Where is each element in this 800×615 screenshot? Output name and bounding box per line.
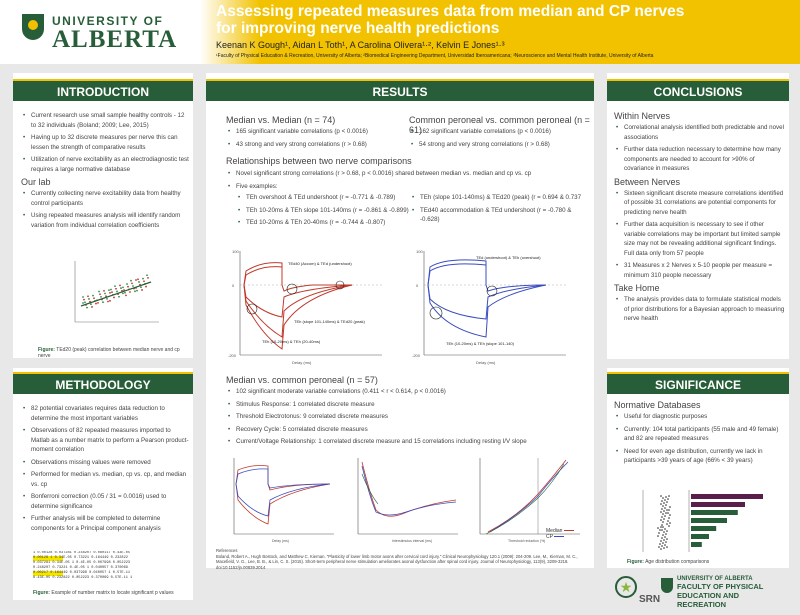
- scatter-point: [118, 296, 120, 298]
- figure-caption: Example of number matrix to locate significant p values: [51, 590, 174, 596]
- between-nerves-title: Between Nerves: [614, 176, 681, 187]
- authors: Keenan K Gough¹, Aidan L Toth¹, A Carolina Olivera¹·², Kelvin E Jones¹·³: [216, 40, 505, 50]
- scatter-point: [134, 290, 136, 292]
- list-item: • Currently collecting nerve excitability data from healthy control participants: [21, 189, 189, 208]
- scatter-point: [129, 291, 131, 293]
- scatter-point: [109, 292, 111, 294]
- age-dot: [669, 506, 671, 508]
- scatter-point: [87, 295, 89, 297]
- age-dot: [660, 511, 662, 513]
- faculty-crest-icon: [661, 578, 673, 593]
- age-dot: [659, 543, 661, 545]
- age-dot: [664, 536, 666, 538]
- scatter-point: [141, 289, 143, 291]
- age-dot: [661, 545, 663, 547]
- age-dot: [666, 523, 668, 525]
- age-dot: [661, 508, 663, 510]
- scatter-point: [98, 291, 100, 293]
- svg-text:100: 100: [232, 249, 239, 254]
- scatter-point: [131, 282, 133, 284]
- age-dot: [668, 525, 670, 527]
- scatter-point: [107, 301, 109, 303]
- svg-text:Threshold reduction (%): Threshold reduction (%): [508, 539, 546, 543]
- age-dot: [667, 512, 669, 514]
- median-te-chart: [222, 245, 400, 367]
- scatter-point: [83, 299, 85, 301]
- scatter-point: [122, 287, 124, 289]
- age-dot: [661, 524, 663, 526]
- svg-text:Interstimulus interval (ms): Interstimulus interval (ms): [392, 539, 433, 543]
- age-dot: [661, 529, 663, 531]
- list-item: • Correlational analysis identified both predictable and novel associations: [614, 123, 786, 142]
- scatter-point: [142, 278, 144, 280]
- scatter-point: [102, 301, 104, 303]
- lab-bullets: [21, 189, 189, 230]
- list-item: • 162 significant variable correlations (p < 0.0016): [409, 127, 594, 137]
- list-item: • Having up to 32 discrete measures per nerve this can lessen the strength of comparative results: [21, 133, 189, 152]
- list-item: • Further analysis will be completed to determine components for a Principal component analysis: [21, 514, 189, 533]
- age-dot: [666, 546, 668, 548]
- age-dot: [662, 542, 664, 544]
- take-home-title: Take Home: [614, 283, 660, 293]
- age-dot: [659, 529, 661, 531]
- scatter-point: [137, 278, 139, 280]
- scatter-point: [136, 290, 138, 292]
- scatter-point: [99, 293, 101, 295]
- age-dot: [665, 512, 667, 514]
- scatter-point: [103, 290, 105, 292]
- scatter-point: [114, 285, 116, 287]
- relationships-title: Relationships between two nerve comparisons: [226, 156, 412, 166]
- poster-title: Assessing repeated measures data from median and CP nerves for improving nerve health predictions: [216, 3, 685, 37]
- list-item: • Novel significant strong correlations (r > 0.68, p < 0.0016) shared between median vs. median and cp vs. cp: [226, 169, 586, 179]
- age-dot: [668, 517, 670, 519]
- age-bar: [691, 542, 702, 547]
- age-dot: [664, 507, 666, 509]
- list-item: • Bonferroni correction (0.05 / 31 = 0.0016) used to determine significance: [21, 492, 189, 511]
- matrix-row: 0.00217 0.164449 0.037998 0.040057 1 0.57E-11: [33, 571, 183, 576]
- list-item: • Five examples:: [226, 182, 586, 192]
- age-dot: [663, 502, 665, 504]
- scatter-point: [97, 302, 99, 304]
- age-dot: [662, 497, 664, 499]
- svg-text:0: 0: [416, 283, 419, 288]
- list-item: • TEh overshoot & TEd undershoot (r = -0.771 & -0.789): [236, 193, 414, 203]
- scatter-point: [125, 294, 127, 296]
- scatter-point: [135, 279, 137, 281]
- scatter-point: [104, 293, 106, 295]
- age-dot: [666, 538, 668, 540]
- list-item: • 43 strong and very strong correlations (r > 0.68): [226, 140, 406, 150]
- matrix-row: 0.037281 0.34E-05 1 0.4E-05 0.007998 0.052223: [33, 561, 131, 565]
- cp-bullets: [409, 127, 594, 152]
- list-item: • 102 significant moderate variable correlations (0.411 < r < 0.614, p < 0.0016): [226, 387, 586, 397]
- scatter-point: [138, 281, 140, 283]
- svg-text:-200: -200: [228, 353, 237, 358]
- scatter-point: [90, 303, 92, 305]
- within-bullets: [614, 123, 786, 174]
- scatter-point: [108, 289, 110, 291]
- university-name-line2: ALBERTA: [52, 26, 178, 53]
- age-bar: [691, 502, 745, 507]
- age-dot: [660, 495, 662, 497]
- age-dot: [658, 532, 660, 534]
- median-vs-cp-title: Median vs. common peroneal (n = 57): [226, 375, 378, 385]
- faculty-line1: UNIVERSITY OF ALBERTA: [677, 576, 753, 582]
- age-dot: [663, 539, 665, 541]
- scatter-point: [86, 307, 88, 309]
- age-dot: [664, 515, 666, 517]
- figure-caption-label: Figure:: [38, 347, 55, 353]
- list-item: • Further data acquisition is necessary to see if other variable correlations may be important but limited sample size may not be revealing additional significant findings. Full data only from 57 people: [614, 220, 786, 258]
- scatter-point: [110, 289, 112, 291]
- list-item: • Recovery Cycle: 5 correlated discrete measures: [226, 425, 586, 435]
- chart-annotation: TEh (10-20ms) & TEh (20-40ms): [262, 339, 321, 344]
- matrix-row: 1 0.00128 0.037281 0.248207 0.080117 0.43E-05: [33, 551, 131, 555]
- relationship-bullets: [226, 169, 586, 194]
- results-heading: RESULTS: [206, 79, 594, 101]
- age-dot: [664, 544, 666, 546]
- age-dot: [667, 520, 669, 522]
- footer-logos: [607, 572, 789, 610]
- age-dot: [665, 504, 667, 506]
- scatter-point: [92, 295, 94, 297]
- age-dot: [662, 513, 664, 515]
- age-bar: [691, 518, 727, 523]
- list-item: • 54 strong and very strong correlations (r > 0.68): [409, 140, 594, 150]
- list-item: • Using repeated measures analysis will identify random variation from individual correlation coefficients: [21, 211, 189, 230]
- between-bullets: [614, 189, 786, 281]
- scatter-point: [88, 298, 90, 300]
- scatter-point: [127, 286, 129, 288]
- number-matrix: [33, 551, 183, 581]
- list-item: • Useful for diagnostic purposes: [614, 412, 786, 422]
- our-lab-title: Our lab: [21, 177, 51, 187]
- examples-left: [236, 193, 414, 231]
- methods-bullets: [21, 404, 189, 533]
- intro-bullets: [21, 111, 189, 174]
- svg-text:Delay (ms): Delay (ms): [292, 360, 312, 365]
- significance-bullets: [614, 412, 786, 466]
- list-item: • Observations of 82 repeated measures imported to Matlab as a number matrix to perform a Pearson product-moment correlation: [21, 426, 189, 455]
- results-panel: [206, 73, 594, 568]
- list-item: • 82 potential covariates requires data reduction to determine the most important variables: [21, 404, 189, 423]
- list-item: • TEd40 accommodation & TEd undershoot (r = -0.780 & -0.628): [410, 206, 590, 225]
- svg-text:Delay (ms): Delay (ms): [476, 360, 496, 365]
- scatter-point: [116, 291, 118, 293]
- age-dot: [669, 522, 671, 524]
- svg-text:-200: -200: [412, 353, 421, 358]
- list-item: • Sixteen significant discrete measure correlations identified of possible 31 correlations are potential components for predicting nerve health: [614, 189, 786, 218]
- faculty-line3: EDUCATION AND RECREATION: [677, 591, 740, 609]
- age-dot: [667, 498, 669, 500]
- scatter-point: [119, 285, 121, 287]
- chart-annotation: TEd40 (Accom) & TEd (undershoot): [288, 261, 352, 266]
- list-item: • TEd 10-20ms & TEh 20-40ms (r = -0.744 & -0.807): [236, 218, 414, 228]
- age-dot: [660, 548, 662, 550]
- figure-caption: TEd20 (peak) correlation between median nerve and cp nerve: [38, 347, 180, 359]
- svg-text:100: 100: [416, 249, 423, 254]
- scatter-point: [82, 296, 84, 298]
- chart-annotation: TEh (slope 101-140ms) & TEd20 (peak): [294, 319, 365, 324]
- age-dot: [668, 495, 670, 497]
- ted20-scatter-figure: [63, 256, 163, 336]
- svg-text:Delay (ms): Delay (ms): [272, 539, 289, 543]
- chart-annotation: TEd (undershoot) & TEh (overshoot): [476, 255, 541, 260]
- age-bar: [691, 494, 763, 499]
- list-item: • TEh (slope 101-140ms) & TEd20 (peak) (r = 0.694 & 0.737: [410, 193, 590, 203]
- age-dot: [660, 519, 662, 521]
- age-dot: [663, 531, 665, 533]
- list-item: • 165 significant variable correlations (p < 0.0016): [226, 127, 406, 137]
- age-dot: [665, 533, 667, 535]
- list-item: • The analysis provides data to formulate statistical models of prior distributions for a Bayesian approach to measuring nerve health: [614, 295, 786, 324]
- age-dot: [664, 528, 666, 530]
- references-title: References: [216, 548, 238, 553]
- scatter-point: [122, 293, 124, 295]
- list-item: • Utilization of nerve excitability as an electrodiagnostic test requires a large normative database: [21, 155, 189, 174]
- cp-te-chart: [406, 245, 584, 367]
- age-dot: [661, 500, 663, 502]
- within-nerves-title: Within Nerves: [614, 111, 671, 121]
- figure-caption-label: Figure:: [627, 559, 644, 565]
- age-dot: [660, 526, 662, 528]
- age-dot: [662, 505, 664, 507]
- scatter-point: [106, 298, 108, 300]
- age-dot: [666, 509, 668, 511]
- scatter-point: [111, 291, 113, 293]
- age-dot: [663, 547, 665, 549]
- age-dot: [662, 521, 664, 523]
- age-dot: [663, 510, 665, 512]
- scatter-point: [84, 301, 86, 303]
- scatter-point: [132, 285, 134, 287]
- age-dot: [657, 527, 659, 529]
- srn-logo: SRN: [639, 594, 661, 605]
- age-bar: [691, 526, 716, 531]
- list-item: • Current/Voltage Relationship: 1 correlated discrete measure and 15 correlations including resting I/V slope: [226, 437, 586, 447]
- conclusions-panel: [607, 73, 789, 359]
- age-bar: [691, 534, 709, 539]
- scatter-point: [126, 283, 128, 285]
- age-dot: [663, 518, 665, 520]
- age-dot: [666, 530, 668, 532]
- age-dot: [660, 540, 662, 542]
- age-dot: [665, 541, 667, 543]
- legend-median: Median: [546, 528, 563, 534]
- list-item: • Currently: 104 total participants (55 male and 49 female) and 82 are repeated measures: [614, 425, 786, 444]
- normative-databases-title: Normative Databases: [614, 400, 701, 410]
- list-item: • Observations missing values were removed: [21, 458, 189, 468]
- scatter-point: [143, 280, 145, 282]
- age-dot: [658, 546, 660, 548]
- methodology-panel: [13, 368, 193, 600]
- figure-caption-label: Figure:: [33, 590, 50, 596]
- figure-caption: Age distribution comparisons: [645, 559, 710, 565]
- scatter-point: [115, 288, 117, 290]
- scatter-point: [100, 296, 102, 298]
- scatter-point: [95, 303, 97, 305]
- significance-heading: SIGNIFICANCE: [607, 372, 789, 394]
- significance-panel: [607, 368, 789, 568]
- list-item: • Performed for median vs. median, cp vs. cp, and median vs. cp: [21, 470, 189, 489]
- scatter-point: [93, 297, 95, 299]
- age-dot: [664, 499, 666, 501]
- cp-vs-cp-title: Common peroneal vs. common peroneal (n = 61): [409, 115, 590, 135]
- references-text: Boland, Robert A., Hugh Bostock, and Matthew C. Kiernan. "Plasticity of lower limb motor axons after cervical cord injury." Clinical Neurophysiology 120.1 (2009): 204-209. Lee, M., Kiernan, M. C., Macefield, V. G., Lee, B. B., & Lin, C. S. (2015). Short-term peripheral nerve stimulation ameliorates axonal dysfunction after spinal cord injury. Journal of Neurophysiology, 113(9), 3209-3218. doi:10.1152/jn.00839.2014: [216, 553, 578, 570]
- svg-text:0: 0: [232, 283, 235, 288]
- scatter-point: [140, 286, 142, 288]
- median-cp-te-chart: [222, 454, 342, 544]
- list-item: • 31 Measures x 2 Nerves x 5-10 people per measure = minimum 310 people necessary: [614, 261, 786, 280]
- age-dot: [669, 514, 671, 516]
- poster-header: [0, 0, 800, 64]
- median-cp-rc-chart: [346, 454, 466, 544]
- age-dot: [668, 509, 670, 511]
- age-dot: [661, 537, 663, 539]
- matrix-row: 0.248207 0.73221 0.4E-05 1 0.040057 0.370069: [33, 566, 128, 570]
- age-distribution-figure: [627, 486, 787, 558]
- scatter-point: [124, 292, 126, 294]
- age-dot: [662, 534, 664, 536]
- age-dot: [661, 516, 663, 518]
- scatter-point: [120, 287, 122, 289]
- scatter-point: [146, 274, 148, 276]
- examples-right: [410, 193, 590, 228]
- methodology-heading: METHODOLOGY: [13, 372, 193, 394]
- list-item: • Stimulus Response: 1 correlated discrete measure: [226, 400, 586, 410]
- scatter-point: [109, 300, 111, 302]
- median-vs-median-title: Median vs. Median (n = 74): [226, 115, 336, 125]
- list-item: • TEh 10-20ms & TEh slope 101-140ms (r = -0.861 & -0.899): [236, 206, 414, 216]
- affiliations: ¹Faculty of Physical Education & Recreation, University of Alberta; ²Biomedical Engineering Department, Universidad Iberoamericana; ³Neuroscience and Mental Health Institute, University of Alberta: [216, 53, 654, 59]
- matrix-row: 8.43E-05 0.232822 0.052223 0.370069 0.57E-11 1: [33, 576, 133, 580]
- conclusions-heading: CONCLUSIONS: [607, 79, 789, 101]
- scatter-point: [145, 286, 147, 288]
- legend-cp: CP: [546, 534, 553, 540]
- chart-annotation: TEh (10-20ms) & TEh (slope 101-140): [446, 341, 514, 346]
- matrix-row: 0.00128 1 0.34E-05 0.73221 0.164449 0.232822: [33, 556, 183, 561]
- take-home-bullets: [614, 295, 786, 324]
- scatter-point: [82, 302, 84, 304]
- chart-legend: [546, 528, 574, 540]
- mc-bullets: [226, 387, 586, 450]
- age-dot: [662, 526, 664, 528]
- introduction-heading: INTRODUCTION: [13, 79, 193, 101]
- list-item: • Threshold Electrotonus: 9 correlated discrete measures: [226, 412, 586, 422]
- age-dot: [665, 496, 667, 498]
- university-name-line1: UNIVERSITY OF: [52, 14, 164, 28]
- scatter-point: [130, 280, 132, 282]
- introduction-panel: [13, 73, 193, 358]
- mm-bullets: [226, 127, 406, 152]
- scatter-point: [113, 297, 115, 299]
- age-dot: [660, 503, 662, 505]
- age-bar: [691, 510, 738, 515]
- university-crest-icon: [22, 14, 44, 40]
- faculty-line2: FACULTY OF PHYSICAL: [677, 582, 764, 591]
- age-dot: [666, 501, 668, 503]
- list-item: • Further data reduction necessary to determine how many components are needed to account for >90% of covariance in measures: [614, 145, 786, 174]
- list-item: • Current research use small sample healthy controls - 12 to 32 individuals (Boland; 2009; Lee, 2015): [21, 111, 189, 130]
- scatter-point: [147, 277, 149, 279]
- star-logo-icon: ★: [615, 576, 637, 598]
- list-item: • Need for even age distribution, currently we lack in participants >39 years of age (66% < 39 years): [614, 447, 786, 466]
- scatter-point: [91, 306, 93, 308]
- age-dot: [657, 535, 659, 537]
